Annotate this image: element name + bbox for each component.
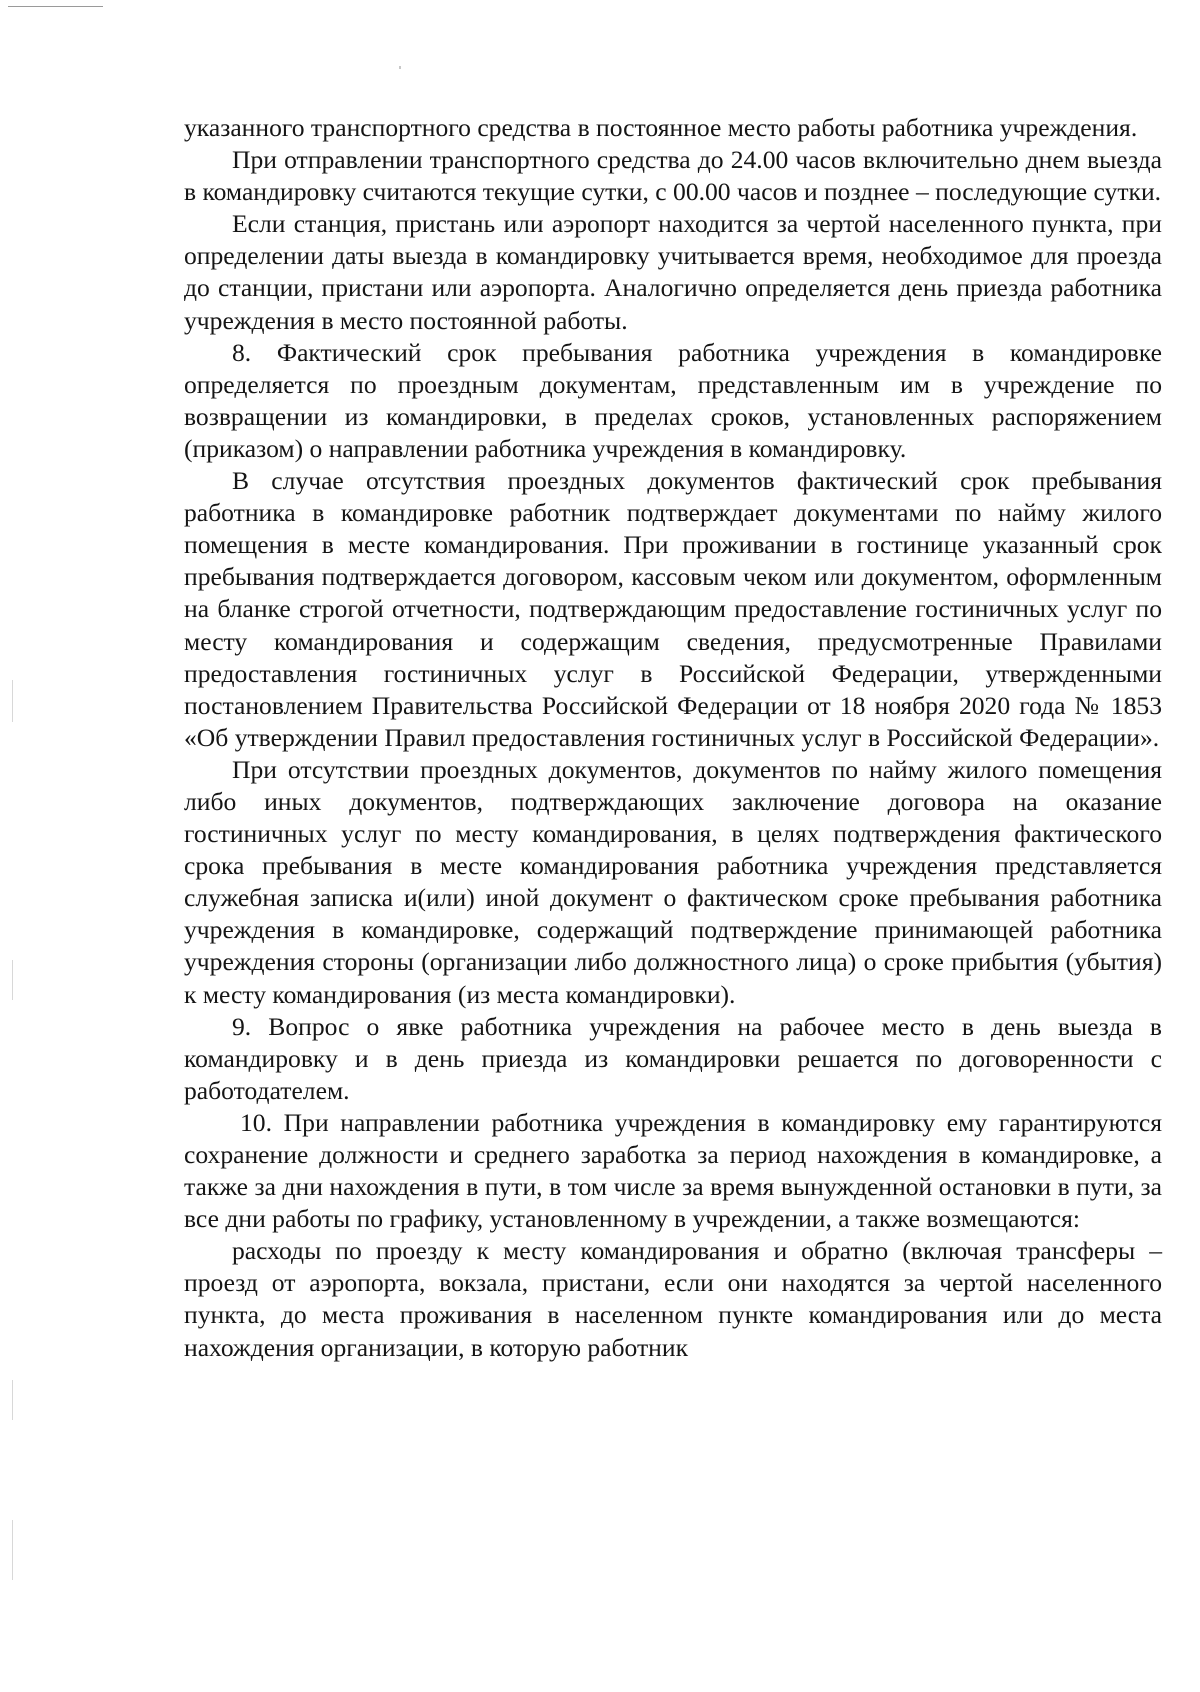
scan-edge-mark — [12, 960, 13, 1000]
paragraph-no-documents: При отсутствии проездных документов, документов по найму жилого помещения либо иных документов, подтверждающих заключение договора на оказание гостиничных услуг по месту командирования, в целях подтверждения фактического срока пребывания в месте командирования работника учреждения представляется служебная записка и(или) иной документ о фактическом сроке пребывания работника учреждения в командировке, содержащий подтверждение принимающей работника учреждения стороны (организации либо должностного лица) о сроке прибытия (убытия) к месту командирования (из места командировки). — [184, 754, 1162, 1009]
scan-edge-mark — [12, 1520, 13, 1580]
paragraph-item-9: 9. Вопрос о явке работника учреждения на рабочее место в день выезда в командировку и в день приезда из командировки решается по договоренности с работодателем. — [184, 1011, 1162, 1105]
paragraph-departure-time: При отправлении транспортного средства до 24.00 часов включительно днем выезда в командировку считаются текущие сутки, с 00.00 часов и позднее – последующие сутки. — [184, 145, 1162, 207]
document-body — [184, 112, 1162, 1364]
paragraph-item-10: 10. При направлении работника учреждения в командировку ему гарантируются сохранение должности и среднего заработка за период нахождения в командировке, а также за дни нахождения в пути, в том числе за время вынужденной остановки в пути, за все дни работы по графику, установленному в учреждении, а также возмещаются: — [184, 1107, 1162, 1234]
paragraph-no-travel-documents: В случае отсутствия проездных документов фактический срок пребывания работника в командировке работник подтверждает документами по найму жилого помещения в месте командирования. При проживании в гостинице указанный срок пребывания подтверждается договором, кассовым чеком или документом, оформленным на бланке строгой отчетности, подтверждающим предоставление гостиничных услуг по месту командирования и содержащим сведения, предусмотренные Правилами предоставления гостиничных услуг в Российской Федерации, утвержденными постановлением Правительства Российской Федерации от 18 ноября 2020 года № 1853 «Об утверждении Правил предоставления гостиничных услуг в Российской Федерации». — [184, 466, 1162, 752]
scan-corner-mark — [8, 6, 103, 7]
paragraph-item-8: 8. Фактический срок пребывания работника учреждения в командировке определяется по проездным документам, представленным им в учреждение по возвращении из командировки, в пределах сроков, установленных распоряжением (приказом) о направлении работника учреждения в командировку. — [184, 337, 1162, 463]
paragraph-travel-expenses: расходы по проезду к месту командирования и обратно (включая трансферы – проезд от аэропорта, вокзала, пристани, если они находятся за чертой населенного пункта, до места проживания в населенном пункте командирования или до места нахождения организации, в которую работник — [184, 1236, 1162, 1362]
scan-edge-mark — [12, 1380, 13, 1420]
paragraph-station-outside: Если станция, пристань или аэропорт находится за чертой населенного пункта, при определении даты выезда в командировку учитывается время, необходимое для проезда до станции, пристани или аэропорта. Аналогично определяется день приезда работника учреждения в место постоянной работы. — [184, 209, 1162, 335]
scan-edge-mark — [12, 680, 13, 722]
paragraph-continuation: указанного транспортного средства в постоянное место работы работника учреждения. — [184, 113, 1138, 142]
scan-speck — [399, 66, 401, 69]
